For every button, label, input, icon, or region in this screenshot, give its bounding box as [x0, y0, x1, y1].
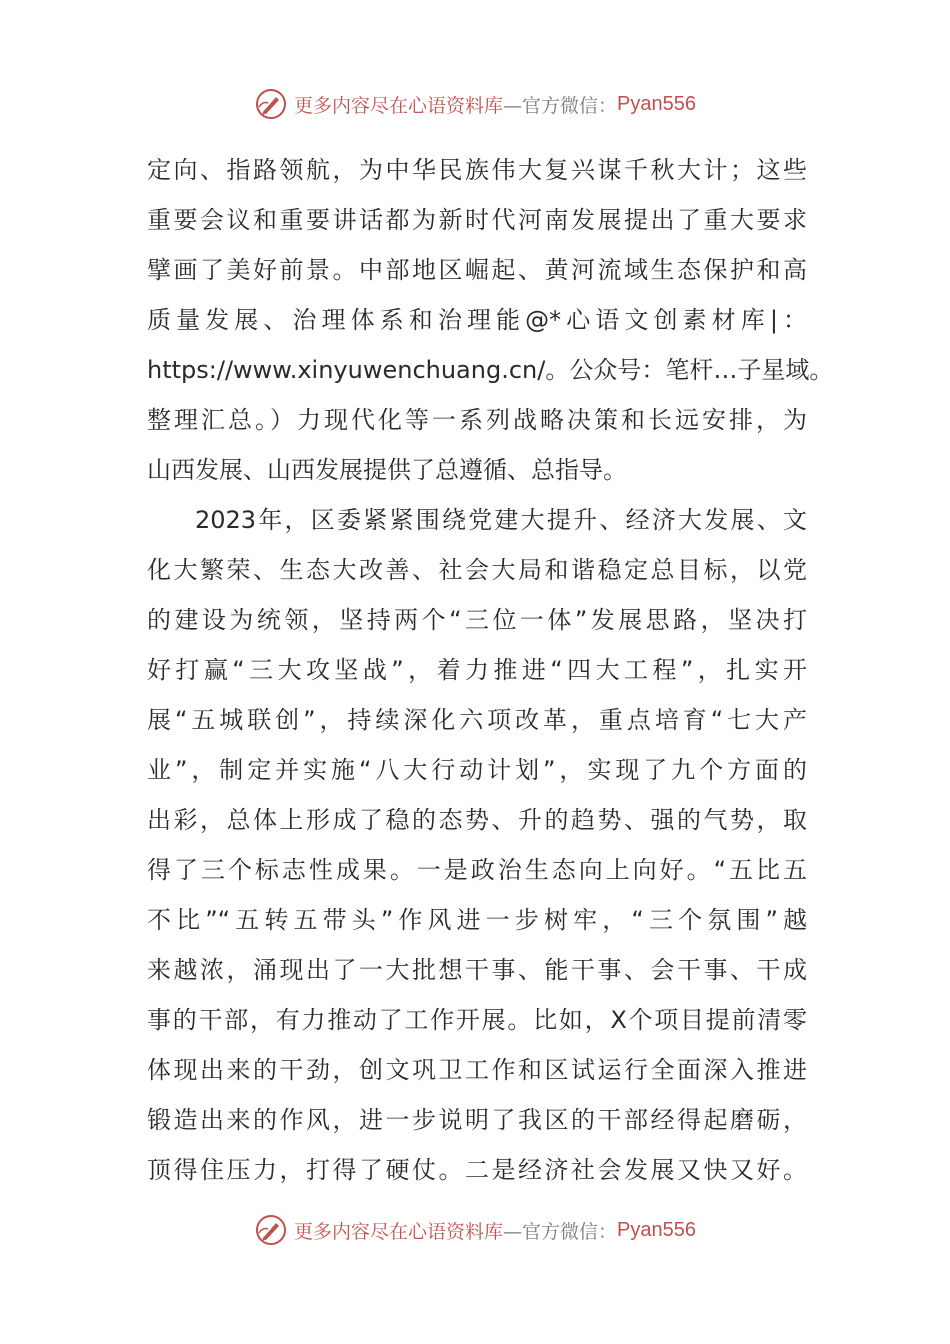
body-line: 出彩，总体上形成了稳的态势、升的趋势、强的气势，取: [147, 806, 807, 834]
body-line: 业”，制定并实施“八大行动计划”，实现了九个方面的: [147, 756, 807, 784]
body-line: 重要会议和重要讲话都为新时代河南发展提出了重大要求: [147, 206, 807, 234]
banner-title: 更多内容尽在心语资料库: [294, 94, 504, 117]
body-line: 擘画了美好前景。中部地区崛起、黄河流域生态保护和高: [147, 256, 807, 284]
banner-wechat-id: Pyan556: [617, 1218, 696, 1241]
body-line: 展“五城联创”，持续深化六项改革，重点培育“七大产: [147, 706, 807, 734]
pen-logo-icon: [254, 87, 288, 121]
banner-wechat-id: Pyan556: [617, 92, 696, 115]
body-line: 得了三个标志性成果。一是政治生态向上向好。“五比五: [147, 856, 807, 884]
header-banner: [0, 84, 950, 124]
body-line: 化大繁荣、生态大改善、社会大局和谐稳定总目标，以党: [147, 556, 807, 584]
body-line: 体现出来的干劲，创文巩卫工作和区试运行全面深入推进: [147, 1056, 807, 1084]
document-body: [147, 148, 834, 1198]
body-line: 定向、指路领航，为中华民族伟大复兴谋千秋大计；这些: [147, 156, 807, 184]
banner-title: 更多内容尽在心语资料库: [294, 1220, 504, 1243]
body-line: 的建设为统领，坚持两个“三位一体”发展思路，坚决打: [147, 606, 807, 634]
body-line: 事的干部，有力推动了工作开展。比如，X个项目提前清零: [147, 1006, 807, 1034]
body-line: 顶得住压力，打得了硬仗。二是经济社会发展又快又好。: [147, 1156, 807, 1184]
body-line: 整理汇总。）力现代化等一系列战略决策和长远安排，为: [147, 406, 807, 434]
body-line: 好打赢“三大攻坚战”，着力推进“四大工程”，扎实开: [147, 656, 807, 684]
body-line: 山西发展、山西发展提供了总遵循、总指导。: [147, 456, 627, 484]
body-line: 不比”“五转五带头”作风进一步树牢，“三个氛围”越: [147, 906, 807, 934]
body-line: https://www.xinyuwenchuang.cn/。公众号：笔杆…子星域。: [147, 356, 834, 384]
banner-wechat-label: —官方微信：: [503, 94, 618, 117]
body-line: 锻造出来的作风，进一步说明了我区的干部经得起磨砺，: [147, 1106, 807, 1134]
body-line: 质量发展、治理体系和治理能@*心语文创素材库|：: [147, 306, 807, 334]
pen-logo-icon: [254, 1213, 288, 1247]
banner-wechat-label: —官方微信：: [503, 1220, 618, 1243]
body-line: 2023年，区委紧紧围绕党建大提升、经济大发展、文: [195, 506, 807, 534]
body-line: 来越浓，涌现出了一大批想干事、能干事、会干事、干成: [147, 956, 807, 984]
footer-banner: [0, 1210, 950, 1250]
